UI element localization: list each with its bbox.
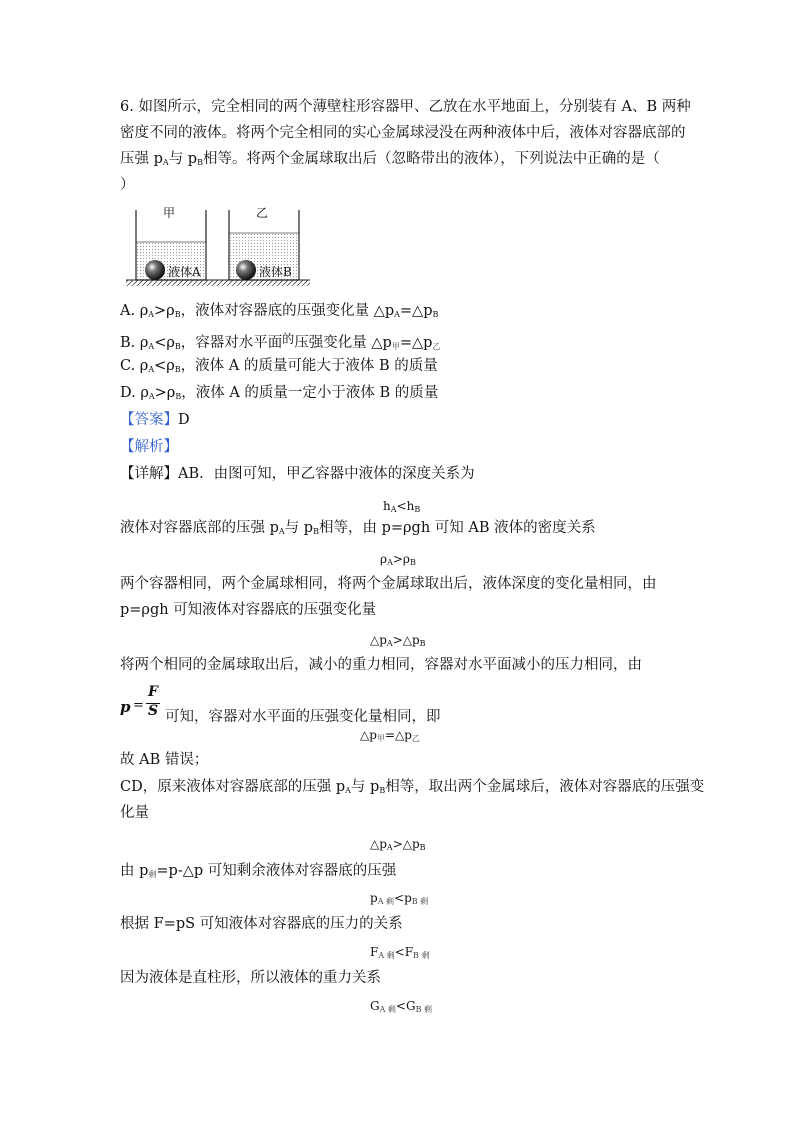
equation-3: $\triangle p_A>\triangle p_B$: [370, 633, 426, 648]
analysis-line-5: 将两个相同的金属球取出后，减小的重力相同，容器对水平面减小的压力相同，由: [120, 657, 642, 673]
analysis-line-12: 因为液体是直柱形，所以液体的重力关系: [120, 970, 381, 986]
analysis-line-9: 化量: [120, 805, 149, 821]
answer-value: D: [178, 412, 190, 428]
analysis-line-1: 【详解】AB．由图可知，甲乙容器中液体的深度关系为: [120, 466, 475, 482]
answer-tag: 【答案】: [120, 412, 178, 428]
analysis-line-4: p=ρgh 可知液体对容器底的压强变化量: [120, 602, 377, 618]
metal-ball-b: [236, 260, 256, 280]
question-line-2: 密度不同的液体。将两个完全相同的实心金属球浸没在两种液体中后，液体对容器底部的: [120, 125, 686, 141]
analysis-line-6: 可知，容器对水平面的压强变化量相同，即: [165, 709, 441, 725]
equation-5: $\triangle p_A>\triangle p_B$: [370, 837, 426, 852]
equation-8: $G_{A 剩}<G_{B 剩}$: [370, 999, 432, 1014]
option-a: A. $\rho_A>\rho_B$，液体对容器底的压强变化量 $\triangle p_A=\triangle p_B$: [120, 303, 439, 319]
question-line-1: 6. 如图所示，完全相同的两个薄壁柱形容器甲、乙放在水平地面上，分别装有 A、B 两种: [120, 99, 691, 115]
equation-1: $h_A<h_B$: [383, 499, 421, 514]
option-c: C. $\rho_A<\rho_B$，液体 A 的质量可能大于液体 B 的质量: [120, 358, 438, 374]
question-line-3: 压强 $p_A$与 $p_B$相等。将两个金属球取出后（忽略带出的液体），下列说法中正确的是（: [120, 151, 660, 167]
equation-4: $\triangle p_甲=\triangle p_乙$: [360, 728, 420, 743]
option-b: B. $\rho_A<\rho_B$，容器对水平面$^的$压强变化量 $\triangle p_甲=\triangle p_乙$: [120, 332, 441, 351]
analysis-tag: 【解析】: [120, 439, 178, 455]
answer-line: [120, 410, 190, 430]
analysis-line-10: 由 $p_剩=p-\triangle p$ 可知剩余液体对容器底的压强: [120, 863, 397, 879]
analysis-line-3: 两个容器相同，两个金属球相同，将两个金属球取出后，液体深度的变化量相同，由: [120, 576, 657, 592]
analysis-line-2: 液体对容器底部的压强 $p_A$与 $p_B$相等，由 p=ρgh 可知 AB 液体的密度关系: [120, 520, 596, 536]
equation-7: $F_{A 剩}<F_{B 剩}$: [370, 945, 430, 960]
analysis-line-11: 根据 F=pS 可知液体对容器底的压力的关系: [120, 916, 403, 932]
analysis-tag-line: [120, 437, 178, 457]
label-liquid-b: 液体B: [259, 265, 292, 279]
pressure-formula: p = F S: [120, 684, 159, 719]
metal-ball-a: [145, 260, 165, 280]
label-yi: 乙: [256, 206, 269, 220]
label-jia: 甲: [163, 206, 176, 220]
equation-6: $p_{A 剩}<p_{B 剩}$: [370, 891, 429, 906]
question-line-4: ）: [120, 177, 135, 193]
analysis-line-8: CD，原来液体对容器底部的压强 $p_A$与 $p_B$相等，取出两个金属球后，液体对容器底的压强变: [120, 779, 705, 795]
equation-2: $\rho_A>\rho_B$: [380, 552, 416, 567]
label-liquid-a: 液体A: [168, 265, 201, 279]
analysis-line-7: 故 AB 错误；: [120, 752, 209, 768]
option-d: D. $\rho_A>\rho_B$，液体 A 的质量一定小于液体 B 的质量: [120, 385, 439, 401]
